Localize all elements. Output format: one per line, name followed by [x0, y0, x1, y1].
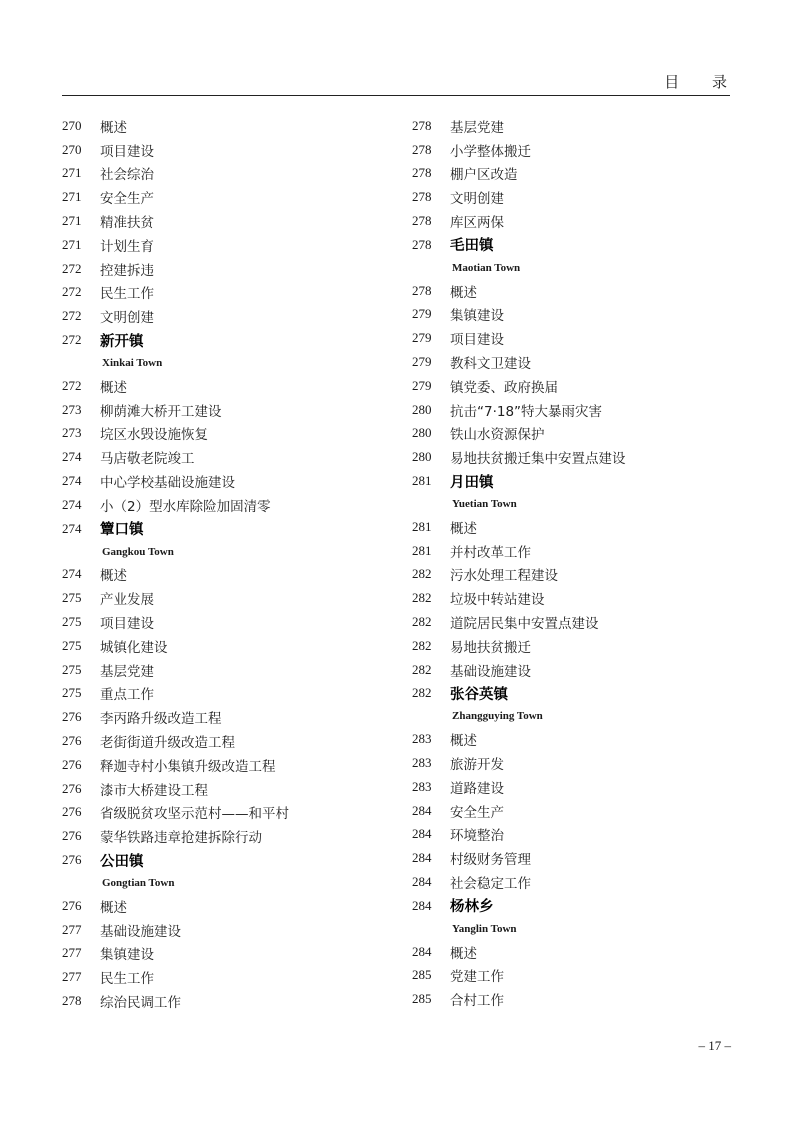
- toc-entry-title: 概述: [100, 899, 127, 916]
- toc-section-heading[interactable]: [62, 328, 382, 352]
- toc-entry-title: 棚户区改造: [450, 167, 518, 184]
- toc-section-title: 月田镇: [450, 474, 494, 491]
- toc-page-number: 271: [62, 236, 82, 252]
- toc-entry[interactable]: [62, 777, 382, 801]
- toc-page-number: 271: [62, 213, 82, 229]
- toc-entry-title: 文明创建: [100, 310, 154, 327]
- toc-entry-title: 民生工作: [100, 971, 154, 988]
- toc-page-number: 272: [62, 308, 82, 324]
- toc-section-title: 簟口镇: [100, 522, 144, 539]
- toc-page-number: 274: [62, 449, 82, 465]
- toc-entry-title: 漆市大桥建设工程: [100, 782, 208, 799]
- toc-entry-title: 马店敬老院竣工: [100, 451, 195, 468]
- toc-page-number: 283: [412, 731, 432, 747]
- toc-entry-title: 道路建设: [450, 780, 504, 797]
- toc-page-number: 281: [412, 542, 432, 558]
- toc-page-number: 271: [62, 165, 82, 181]
- toc-entry[interactable]: [62, 374, 382, 398]
- toc-section-title: 张谷英镇: [450, 686, 508, 703]
- toc-page-number: 278: [412, 282, 432, 298]
- toc-entry[interactable]: [62, 965, 382, 989]
- toc-page-number: 270: [62, 117, 82, 133]
- toc-entry[interactable]: [412, 658, 732, 682]
- toc-entry[interactable]: [62, 445, 382, 469]
- toc-entry[interactable]: [62, 658, 382, 682]
- toc-entry-title: 小（2）型水库除险加固清零: [100, 498, 271, 515]
- toc-entry[interactable]: [62, 989, 382, 1013]
- toc-entry[interactable]: [62, 942, 382, 966]
- toc-page-number: 281: [412, 518, 432, 534]
- toc-entry[interactable]: [412, 751, 732, 775]
- toc-entry-title: 抗击“7·18”特大暴雨灾害: [450, 403, 603, 420]
- toc-entry[interactable]: [412, 940, 732, 964]
- toc-page-number: 272: [62, 377, 82, 393]
- toc-entry[interactable]: [62, 610, 382, 634]
- toc-entry-title: 库区两保: [450, 215, 504, 232]
- toc-entry[interactable]: [62, 304, 382, 328]
- toc-page-number: 275: [62, 661, 82, 677]
- toc-page-number: 280: [412, 401, 432, 417]
- toc-page-number: 284: [412, 874, 432, 889]
- toc-entry-title: 易地扶贫搬迁集中安置点建设: [450, 451, 626, 468]
- toc-page-number: 285: [412, 991, 432, 1007]
- toc-page-number: 281: [412, 473, 432, 489]
- toc-entry-title: 基础设施建设: [450, 663, 531, 680]
- toc-entry[interactable]: [412, 634, 732, 658]
- toc-section-heading[interactable]: [62, 517, 382, 541]
- toc-section-english-name: Yanglin Town: [452, 922, 517, 935]
- toc-page-number: 278: [412, 189, 432, 205]
- toc-page-number: 282: [412, 566, 432, 582]
- toc-entry-title: 道院居民集中安置点建设: [450, 616, 599, 633]
- toc-entry-title: 易地扶贫搬迁: [450, 639, 531, 656]
- toc-entry[interactable]: [62, 824, 382, 848]
- toc-page-number: 278: [412, 165, 432, 181]
- toc-section-title: 毛田镇: [450, 238, 494, 255]
- toc-page-number: 275: [62, 614, 82, 630]
- toc-page-number: 276: [62, 733, 82, 749]
- toc-page-number: 282: [412, 614, 432, 630]
- toc-entry[interactable]: [62, 705, 382, 729]
- toc-entry-title: 综治民调工作: [100, 994, 181, 1011]
- toc-page-number: 276: [62, 780, 82, 796]
- toc-entry-title: 集镇建设: [450, 308, 504, 325]
- toc-page-number: 279: [412, 306, 432, 322]
- toc-entry[interactable]: [412, 209, 732, 233]
- toc-section-heading[interactable]: [62, 848, 382, 872]
- toc-entry[interactable]: [412, 539, 732, 563]
- toc-entry-title: 省级脱贫攻坚示范村——和平村: [100, 806, 289, 823]
- toc-entry[interactable]: [412, 326, 732, 350]
- toc-entry-title: 环境整治: [450, 828, 504, 845]
- toc-entry[interactable]: [412, 138, 732, 162]
- toc-section-english-name: Gongtian Town: [102, 876, 175, 889]
- toc-entry[interactable]: [62, 563, 382, 587]
- toc-page-number: 284: [412, 850, 432, 866]
- toc-entry[interactable]: [412, 727, 732, 751]
- toc-entry-title: 概述: [450, 733, 477, 750]
- toc-page-number: 276: [62, 756, 82, 772]
- toc-page-number: 283: [412, 778, 432, 794]
- toc-entry-title: 教科文卫建设: [450, 356, 531, 373]
- toc-section-english-name: Zhangguying Town: [452, 710, 543, 723]
- toc-section-heading[interactable]: [412, 469, 732, 493]
- toc-entry-title: 概述: [100, 379, 127, 396]
- toc-page-number: 279: [412, 377, 432, 393]
- toc-page-number: 275: [62, 637, 82, 653]
- toc-entry-title: 安全生产: [450, 804, 504, 821]
- toc-entry-title: 蒙华铁路违章抢建拆除行动: [100, 830, 262, 847]
- toc-entry[interactable]: [62, 586, 382, 610]
- toc-page-number: 282: [412, 685, 432, 701]
- toc-page-number: 275: [62, 685, 82, 701]
- toc-entry[interactable]: [412, 422, 732, 446]
- toc-entry[interactable]: [412, 586, 732, 610]
- toc-entry-title: 小学整体搬迁: [450, 143, 531, 160]
- toc-entry-title: 基层党建: [100, 663, 154, 680]
- toc-entry-title: 城镇化建设: [100, 639, 168, 656]
- toc-page-number: 272: [62, 260, 82, 276]
- toc-page-number: 274: [62, 566, 82, 582]
- toc-entry-title: 村级财务管理: [450, 852, 531, 869]
- toc-entry[interactable]: [412, 398, 732, 422]
- toc-page-number: 276: [62, 897, 82, 913]
- toc-section-english-name: Xinkai Town: [102, 356, 163, 369]
- toc-entry[interactable]: [412, 823, 732, 847]
- header-rule: [62, 95, 730, 96]
- toc-page-number: 280: [412, 425, 432, 441]
- toc-page-number: 276: [62, 709, 82, 725]
- toc-page-number: 275: [62, 590, 82, 606]
- toc-section-heading[interactable]: [412, 682, 732, 706]
- toc-entry-title: 李丙路升级改造工程: [100, 711, 222, 728]
- toc-entry-title: 精准扶贫: [100, 215, 154, 232]
- toc-entry[interactable]: [412, 445, 732, 469]
- toc-entry-title: 柳荫滩大桥开工建设: [100, 403, 222, 420]
- toc-entry-title: 老街街道升级改造工程: [100, 735, 235, 752]
- toc-entry-title: 合村工作: [450, 993, 504, 1010]
- toc-page-number: 277: [62, 969, 82, 985]
- toc-page-number: 278: [412, 236, 432, 252]
- toc-entry[interactable]: [412, 279, 732, 303]
- toc-page-number: 270: [62, 141, 82, 157]
- toc-entry-title: 概述: [450, 945, 477, 962]
- toc-entry-title: 释迦寺村小集镇升级改造工程: [100, 758, 276, 775]
- toc-page-number: 278: [412, 141, 432, 157]
- toc-page-number: 277: [62, 945, 82, 961]
- toc-entry[interactable]: [62, 138, 382, 162]
- toc-column-left: [62, 114, 382, 1013]
- toc-page-number: 273: [62, 401, 82, 417]
- toc-section-english-name: Gangkou Town: [102, 545, 174, 558]
- toc-entry-title: 控建拆违: [100, 262, 154, 279]
- page-number: – 17 –: [698, 1038, 731, 1053]
- toc-section-heading[interactable]: [412, 894, 732, 918]
- toc-entry[interactable]: [62, 398, 382, 422]
- toc-entry[interactable]: [412, 846, 732, 870]
- toc-page-number: 278: [412, 117, 432, 133]
- toc-column-right: [412, 114, 732, 1011]
- toc-page-number: 280: [412, 449, 432, 465]
- toc-entry[interactable]: [412, 799, 732, 823]
- toc-entry[interactable]: [412, 303, 732, 327]
- toc-entry-title: 铁山水资源保护: [450, 427, 545, 444]
- toc-page-number: 276: [62, 804, 82, 820]
- toc-page-number: 276: [62, 828, 82, 844]
- toc-entry[interactable]: [62, 918, 382, 942]
- toc-entry[interactable]: [62, 682, 382, 706]
- toc-entry-title: 基层党建: [450, 119, 504, 136]
- toc-entry[interactable]: [62, 422, 382, 446]
- toc-page-number: 274: [62, 520, 82, 536]
- toc-entry[interactable]: [62, 753, 382, 777]
- toc-entry[interactable]: [62, 162, 382, 186]
- toc-page-number: 282: [412, 661, 432, 677]
- toc-entry[interactable]: [412, 185, 732, 209]
- toc-page-number: 284: [412, 897, 432, 913]
- toc-entry[interactable]: [412, 114, 732, 138]
- toc-page-number: 276: [62, 852, 82, 867]
- toc-entry-title: 基础设施建设: [100, 923, 181, 940]
- toc-entry-title: 污水处理工程建设: [450, 568, 558, 585]
- toc-entry-title: 垃圾中转站建设: [450, 592, 545, 609]
- toc-entry[interactable]: [412, 870, 732, 894]
- toc-page-number: 277: [62, 921, 82, 937]
- toc-entry[interactable]: [62, 185, 382, 209]
- toc-entry[interactable]: [412, 515, 732, 539]
- toc-entry-title: 垸区水毁设施恢复: [100, 427, 208, 444]
- toc-entry-title: 并村改革工作: [450, 544, 531, 561]
- toc-page-number: 271: [62, 189, 82, 205]
- toc-page-number: 272: [62, 332, 82, 348]
- toc-entry[interactable]: [62, 469, 382, 493]
- toc-page-number: 285: [412, 967, 432, 983]
- toc-entry-title: 社会综治: [100, 167, 154, 184]
- toc-section-english-name: Yuetian Town: [452, 497, 517, 510]
- toc-entry[interactable]: [412, 162, 732, 186]
- toc-page-number: 272: [62, 284, 82, 300]
- toc-entry[interactable]: [62, 729, 382, 753]
- toc-entry-title: 中心学校基础设施建设: [100, 475, 235, 492]
- toc-page-number: 278: [412, 213, 432, 229]
- toc-page-number: 282: [412, 590, 432, 606]
- toc-entry-title: 项目建设: [100, 616, 154, 633]
- toc-entry[interactable]: [412, 610, 732, 634]
- toc-entry[interactable]: [412, 964, 732, 988]
- toc-entry-title: 项目建设: [100, 143, 154, 160]
- toc-page-number: 274: [62, 473, 82, 489]
- toc-entry[interactable]: [62, 493, 382, 517]
- toc-page-number: 279: [412, 354, 432, 370]
- toc-entry[interactable]: [412, 987, 732, 1011]
- toc-entry[interactable]: [412, 775, 732, 799]
- toc-entry[interactable]: [62, 233, 382, 257]
- toc-entry-title: 概述: [100, 568, 127, 585]
- toc-entry[interactable]: [62, 281, 382, 305]
- running-header-title: 目 录: [664, 73, 741, 91]
- toc-entry-title: 概述: [100, 119, 127, 136]
- toc-section-title: 新开镇: [100, 333, 144, 350]
- toc-page-number: 273: [62, 425, 82, 441]
- toc-entry-title: 镇党委、政府换届: [450, 379, 558, 396]
- toc-entry-title: 产业发展: [100, 592, 154, 609]
- toc-page-number: 284: [412, 826, 432, 842]
- toc-entry-title: 概述: [450, 520, 477, 537]
- toc-entry[interactable]: [412, 374, 732, 398]
- toc-entry-title: 项目建设: [450, 332, 504, 349]
- toc-page-number: 283: [412, 755, 432, 771]
- toc-page-number: 278: [62, 992, 82, 1008]
- toc-entry[interactable]: [62, 209, 382, 233]
- toc-entry-title: 社会稳定工作: [450, 876, 531, 892]
- toc-page-number: 284: [412, 802, 432, 818]
- toc-entry-title: 党建工作: [450, 969, 504, 986]
- toc-section-english-name: Maotian Town: [452, 261, 521, 274]
- toc-entry[interactable]: [62, 801, 382, 825]
- toc-entry[interactable]: [412, 563, 732, 587]
- toc-page-number: 274: [62, 496, 82, 512]
- toc-entry[interactable]: [62, 634, 382, 658]
- toc-section-title: 杨林乡: [450, 899, 494, 916]
- toc-entry-title: 安全生产: [100, 191, 154, 208]
- toc-entry[interactable]: [62, 257, 382, 281]
- toc-entry-title: 重点工作: [100, 687, 154, 704]
- toc-entry[interactable]: [62, 114, 382, 138]
- toc-entry-title: 概述: [450, 284, 477, 301]
- toc-section-heading[interactable]: [412, 233, 732, 257]
- toc-entry-title: 民生工作: [100, 286, 154, 303]
- toc-entry[interactable]: [412, 350, 732, 374]
- toc-entry-title: 文明创建: [450, 191, 504, 208]
- toc-page-number: 284: [412, 943, 432, 959]
- toc-page-number: 279: [412, 330, 432, 346]
- toc-section-title: 公田镇: [100, 853, 144, 870]
- toc-entry-title: 旅游开发: [450, 757, 504, 774]
- toc-page-number: 282: [412, 637, 432, 653]
- toc-entry[interactable]: [62, 894, 382, 918]
- toc-entry-title: 集镇建设: [100, 947, 154, 964]
- toc-entry-title: 计划生育: [100, 238, 154, 255]
